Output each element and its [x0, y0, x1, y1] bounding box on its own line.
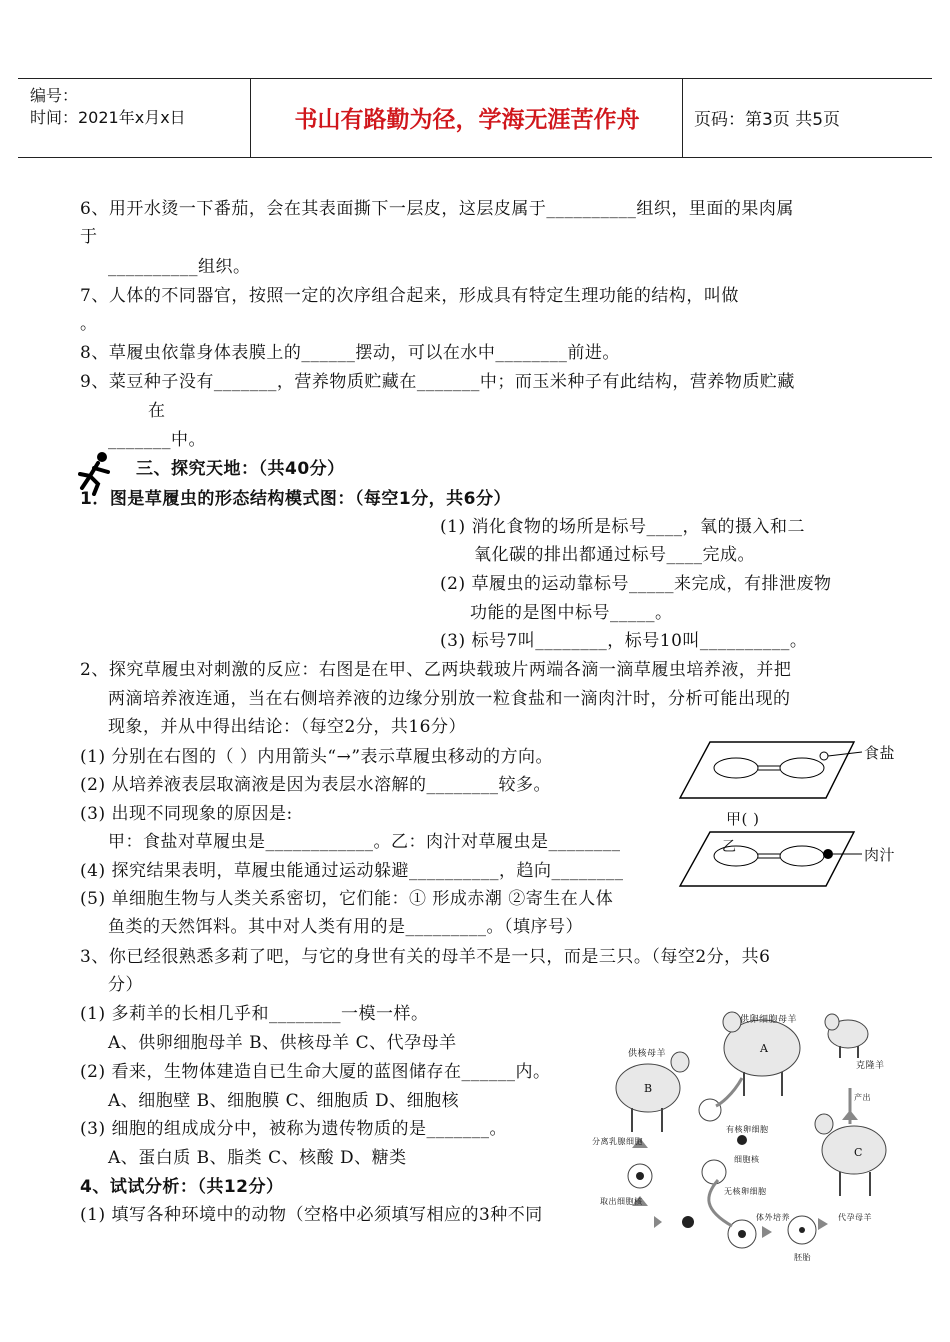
- motto: 书山有路勤为径，学海无涯苦作舟: [294, 107, 640, 133]
- text-line: 。: [80, 314, 98, 334]
- text-line: (3) 出现不同现象的原因是:: [80, 804, 293, 824]
- text-line: 鱼类的天然饵料。其中对人类有用的是_________。（填序号）: [108, 917, 583, 937]
- sheep-label: 胚胎: [794, 1253, 811, 1262]
- text-line: (2) 看来，生物体建造自已生命大厦的蓝图储存在______内。: [80, 1062, 551, 1082]
- yi-label: 乙: [722, 839, 737, 855]
- sheep-label: 取出细胞核: [600, 1197, 643, 1206]
- text-line: 7、人体的不同器官，按照一定的次序组合起来，形成具有特定生理功能的结构，叫做: [80, 286, 739, 306]
- text-line: A、供卵细胞母羊 B、供核母羊 C、代孕母羊: [108, 1033, 457, 1053]
- page-header: [18, 78, 932, 158]
- sheep-label: A: [760, 1042, 769, 1055]
- text-line: (1) 填写各种环境中的动物（空格中必须填写相应的3种不同: [80, 1205, 543, 1225]
- text-line: 在: [148, 401, 166, 421]
- header-divider: [250, 79, 251, 157]
- text-line: (1) 消化食物的场所是标号____，氧的摄入和二: [440, 517, 805, 537]
- question-title: 4、试试分析：（共12分）: [80, 1177, 284, 1197]
- text-line: _______中。: [108, 430, 206, 450]
- time-label: 时间：2021年x月x日: [30, 108, 186, 127]
- sheep-label: 供核母羊: [628, 1049, 667, 1059]
- header-meta: [30, 85, 186, 129]
- text-line: 分）: [108, 975, 143, 995]
- sheep-label: 有核卵细胞: [726, 1125, 769, 1134]
- text-line: 功能的是图中标号_____。: [470, 603, 673, 623]
- sheep-label: 代孕母羊: [838, 1213, 872, 1222]
- text-line: 两滴培养液连通，当在右侧培养液的边缘分别放一粒食盐和一滴肉汁时，分析可能出现的: [108, 689, 791, 709]
- sheep-label: 无核卵细胞: [724, 1187, 767, 1196]
- text-line: (2) 草履虫的运动靠标号_____来完成，有排泄废物: [440, 574, 832, 594]
- text-line: 8、草履虫依靠身体表膜上的______摆动，可以在水中________前进。: [80, 343, 620, 363]
- text-line: A、细胞壁 B、细胞膜 C、细胞质 D、细胞核: [108, 1091, 460, 1111]
- text-line: A、蛋白质 B、脂类 C、核酸 D、糖类: [108, 1148, 407, 1168]
- sheep-label: 克隆羊: [856, 1061, 885, 1071]
- text-line: (5) 单细胞生物与人类关系密切，它们能：① 形成赤潮 ②寄生在人体: [80, 889, 614, 909]
- sheep-label: 产出: [854, 1093, 871, 1102]
- sheep-label: 分离乳腺细胞: [592, 1137, 643, 1146]
- text-line: 现象，并从中得出结论：（每空2分，共16分）: [108, 717, 466, 737]
- jia-label: 甲( ): [726, 810, 760, 828]
- text-line: 氧化碳的排出都通过标号____完成。: [474, 545, 755, 565]
- text-line: 9、菜豆种子没有_______，营养物质贮藏在_______中；而玉米种子有此结构，营养物质贮藏: [80, 372, 795, 392]
- header-divider: [682, 79, 683, 157]
- number-label: 编号：: [30, 86, 79, 105]
- sheep-label: 供卵细胞母羊: [740, 1015, 798, 1025]
- text-line: (1) 多莉羊的长相几乎和________一模一样。: [80, 1004, 429, 1024]
- slide-figure: [676, 736, 916, 896]
- salt-label: 食盐: [864, 744, 896, 762]
- section-title: 三、探究天地：（共40分）: [136, 459, 345, 479]
- sheep-label: 体外培养: [756, 1213, 790, 1222]
- sheep-label: C: [854, 1146, 863, 1159]
- sheep-label: B: [644, 1082, 653, 1095]
- sheep-label: 细胞核: [734, 1155, 760, 1164]
- page-info: 页码：第3页 共5页: [694, 110, 841, 130]
- text-line: (4) 探究结果表明，草履虫能通过运动躲避__________，趋向________: [80, 861, 624, 881]
- text-line: 2、探究草履虫对刺激的反应：右图是在甲、乙两块载玻片两端各滴一滴草履虫培养液，并把: [80, 660, 792, 680]
- text-line: 6、用开水烫一下番茄，会在其表面撕下一层皮，这层皮属于__________组织，里面的果肉属: [80, 199, 794, 219]
- text-line: (1) 分别在右图的（ ）内用箭头“→”表示草履虫移动的方向。: [80, 747, 554, 767]
- meat-label: 肉汁: [864, 846, 896, 864]
- question-title: 1．图是草履虫的形态结构模式图：（每空1分，共6分）: [80, 489, 511, 509]
- text-line: 于: [80, 227, 98, 247]
- text-line: __________组织。: [108, 257, 251, 277]
- text-line: (3) 细胞的组成成分中，被称为遗传物质的是_______。: [80, 1119, 507, 1139]
- text-line: 3、你已经很熟悉多莉了吧，与它的身世有关的母羊不是一只，而是三只。（每空2分，共6: [80, 947, 771, 967]
- text-line: (2) 从培养液表层取滴液是因为表层水溶解的________较多。: [80, 775, 551, 795]
- text-line: (3) 标号7叫________，标号10叫__________。: [440, 631, 808, 651]
- text-line: 甲：食盐对草履虫是____________。乙：肉汁对草履虫是________: [108, 832, 621, 852]
- sheep-cloning-figure: [592, 1000, 898, 1268]
